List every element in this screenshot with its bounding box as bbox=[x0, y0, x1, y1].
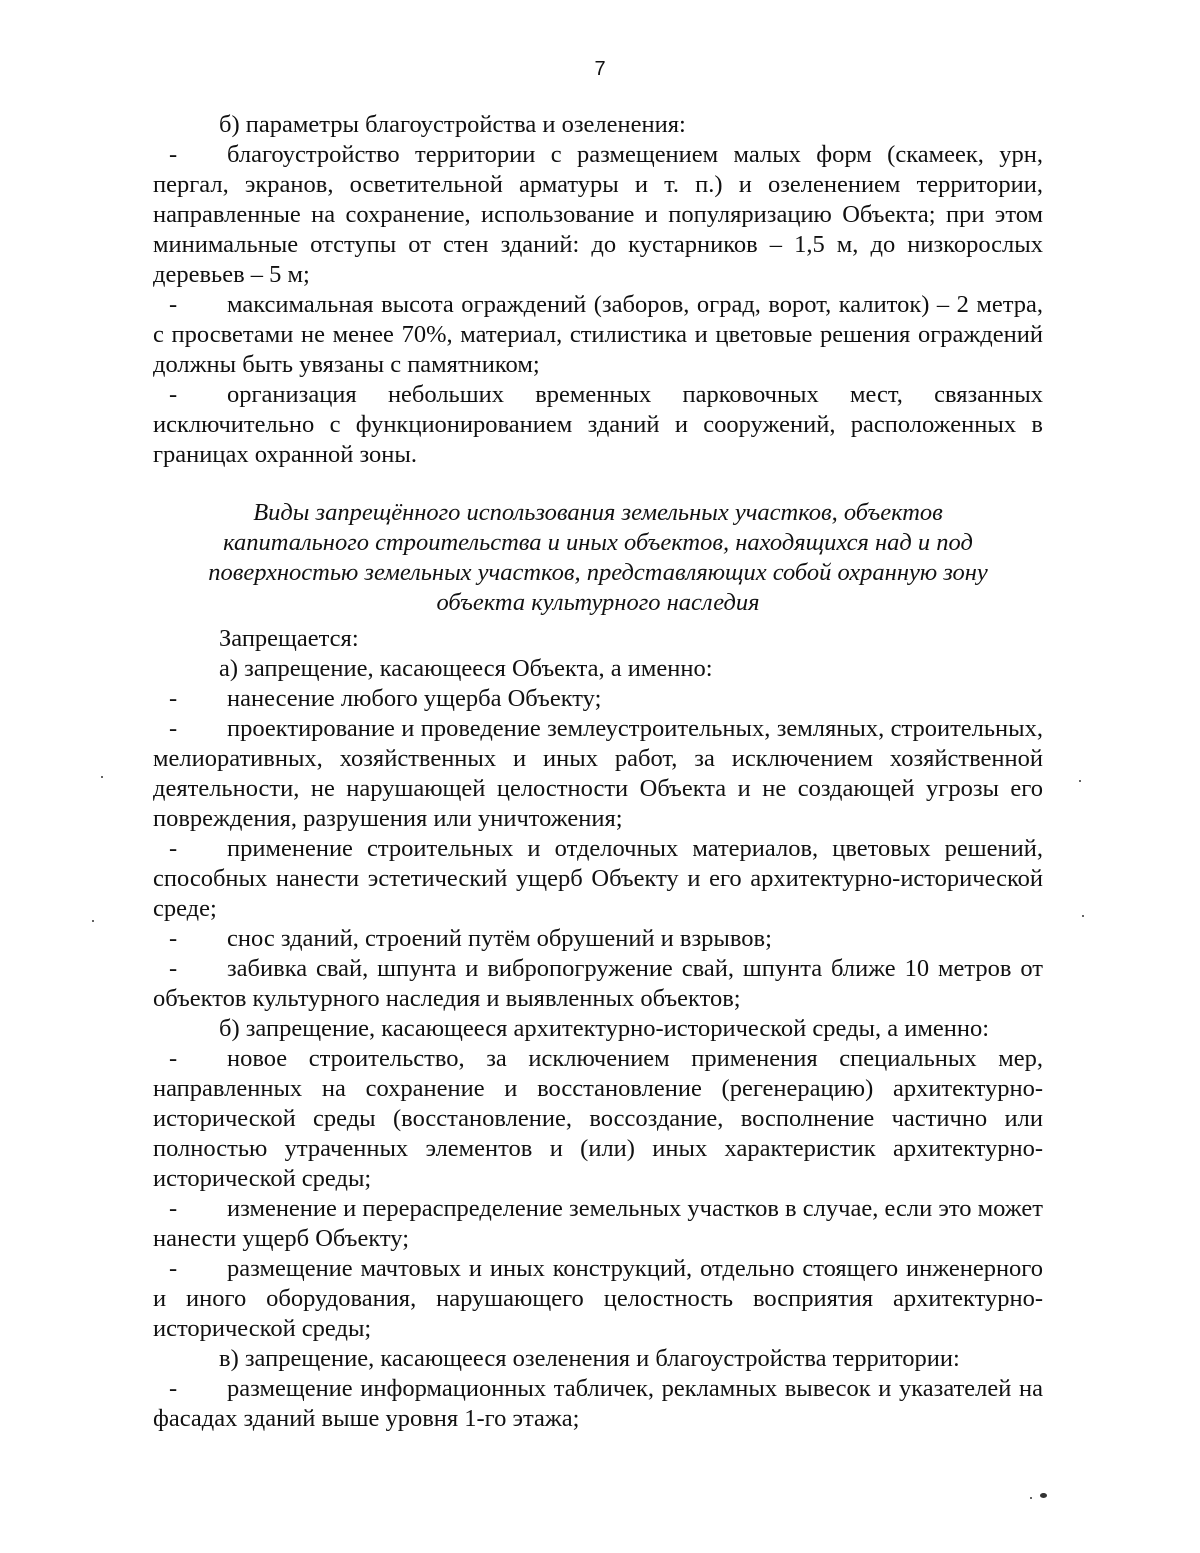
scan-speck bbox=[1082, 915, 1084, 917]
group-c-title: в) запрещение, касающееся озеленения и благоустройства территории: bbox=[219, 1345, 960, 1372]
list-item: - размещение мачтовых и иных конструкций, отдельно стоящего инженерного и иного оборудования, нарушающего целостность восприятия архитектурно-исторической среды; bbox=[153, 1255, 1043, 1342]
group-a-title: а) запрещение, касающееся Объекта, а именно: bbox=[219, 655, 713, 682]
list-item: - новое строительство, за исключением применения специальных мер, направленных на сохранение и восстановление (регенерацию) архитектурно-исторической среды (восстановление, воссоздание, восполнение частично или полностью утраченных элементов и (или) иных характеристик архитектурно-исторической среды; bbox=[153, 1045, 1043, 1192]
list-dash: - bbox=[169, 1195, 178, 1222]
heading-line: Виды запрещённого использования земельных участков, объектов bbox=[253, 499, 943, 526]
list-item: - снос зданий, строений путём обрушений и взрывов; bbox=[169, 925, 772, 952]
group-b-title: б) запрещение, касающееся архитектурно-исторической среды, а именно: bbox=[219, 1015, 990, 1042]
heading-line: поверхностью земельных участков, представляющих собой охранную зону bbox=[208, 559, 988, 586]
list-item: - забивка свай, шпунта и вибропогружение свай, шпунта ближе 10 метров от объектов культурного наследия и выявленных объектов; bbox=[153, 955, 1043, 1012]
list-dash: - bbox=[169, 955, 178, 982]
document-body bbox=[153, 110, 1043, 1434]
scan-speck bbox=[1040, 1493, 1047, 1498]
scan-speck bbox=[1079, 780, 1081, 782]
prohibited-intro: Запрещается: bbox=[219, 625, 359, 652]
list-dash: - bbox=[169, 685, 178, 712]
list-dash: - bbox=[169, 715, 178, 742]
section-heading bbox=[153, 498, 1043, 618]
scan-speck bbox=[1030, 1497, 1032, 1499]
list-item: - применение строительных и отделочных материалов, цветовых решений, способных нанести эстетический ущерб Объекту и его архитектурно-исторической среде; bbox=[153, 835, 1043, 922]
scan-speck bbox=[92, 920, 94, 922]
list-dash: - bbox=[169, 291, 178, 318]
list-dash: - bbox=[169, 141, 178, 168]
list-dash: - bbox=[169, 1045, 178, 1072]
list-item: - нанесение любого ущерба Объекту; bbox=[169, 685, 602, 712]
heading-line: объекта культурного наследия bbox=[436, 589, 760, 616]
list-item: - максимальная высота ограждений (заборов, оград, ворот, калиток) – 2 метра, с просветами не менее 70%, материал, стилистика и цветовые решения ограждений должны быть увязаны с памятником; bbox=[153, 291, 1043, 378]
list-dash: - bbox=[169, 925, 178, 952]
list-item: - организация небольших временных парковочных мест, связанных исключительно с функционированием зданий и сооружений, расположенных в границах охранной зоны. bbox=[153, 381, 1043, 468]
scan-speck bbox=[101, 776, 103, 778]
list-item: - размещение информационных табличек, рекламных вывесок и указателей на фасадах зданий выше уровня 1-го этажа; bbox=[153, 1375, 1043, 1432]
list-item: - благоустройство территории с размещением малых форм (скамеек, урн, пергал, экранов, осветительной арматуры и т. п.) и озеленением территории, направленные на сохранение, использование и популяризацию Объекта; при этом минимальные отступы от стен зданий: до кустарников – 1,5 м, до низкорослых деревьев – 5 м; bbox=[153, 141, 1043, 288]
list-dash: - bbox=[169, 1255, 178, 1282]
heading-line: капитального строительства и иных объектов, находящихся над и под bbox=[223, 529, 973, 556]
list-dash: - bbox=[169, 835, 178, 862]
list-dash: - bbox=[169, 1375, 178, 1402]
list-item: - изменение и перераспределение земельных участков в случае, если это может нанести ущерб Объекту; bbox=[153, 1195, 1043, 1252]
list-dash: - bbox=[169, 381, 178, 408]
section-b-intro: б) параметры благоустройства и озеленения: bbox=[219, 111, 686, 138]
list-item: - проектирование и проведение землеустроительных, земляных, строительных, мелиоративных, хозяйственных и иных работ, за исключением хозяйственной деятельности, не нарушающей целостности Объекта и не создающей угрозы его повреждения, разрушения или уничтожения; bbox=[153, 715, 1043, 832]
page-number: 7 bbox=[594, 58, 606, 80]
